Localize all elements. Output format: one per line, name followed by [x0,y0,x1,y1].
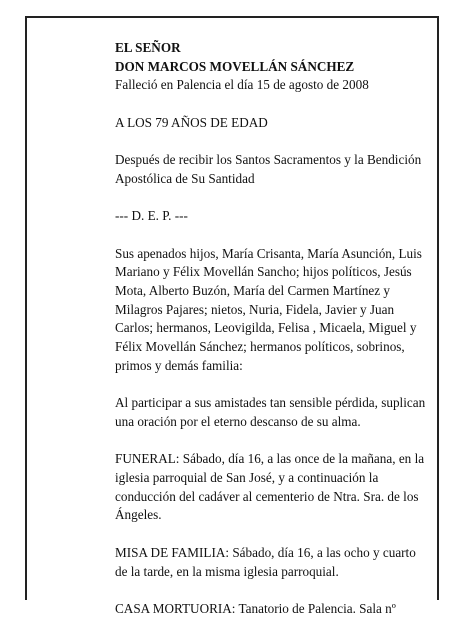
heading-title: EL SEÑOR [115,40,181,55]
prayer-request-paragraph: Al participar a sus amistades tan sensible pérdida, suplican una oración por el eterno descanso de su alma. [115,395,426,429]
family-paragraph: Sus apenados hijos, María Crisanta, María Asunción, Luis Mariano y Félix Movellán Sancho; hijos políticos, Jesús Mota, Alberto Buzón, María del Carmen Martínez y Milagros Pajares; nietos, Nuria, Fidela, Javier y Juan Carlos; hermanos, Leovigilda, Felisa , Micaela, Miguel y Félix Movellán Sánchez; hermanos políticos, sobrinos, primos y demás familia: [115,245,422,373]
notice-header [115,39,427,95]
family-mass-paragraph: MISA DE FAMILIA: Sábado, día 16, a las ocho y cuarto de la tarde, en la misma iglesia parroquial. [115,544,416,579]
rip-line: --- D. E. P. --- [115,208,188,224]
death-date-line: Falleció en Palencia el día 15 de agosto de 2008 [115,77,369,93]
age-line: A LOS 79 AÑOS DE EDAD [115,114,268,130]
sacraments-paragraph: Después de recibir los Santos Sacramentos y la Bendición Apostólica de Su Santidad [115,152,422,186]
obituary-notice [115,39,427,637]
funeral-paragraph: FUNERAL: Sábado, día 16, a las once de la mañana, en la iglesia parroquial de San José, y a continuación la conducción del cadáver al cementerio de Ntra. Sra. de los Ángeles. [115,451,425,523]
deceased-name: DON MARCOS MOVELLÁN SÁNCHEZ [115,58,355,74]
mortuary-paragraph: CASA MORTUORIA: Tanatorio de Palencia. Sala nº [115,600,396,616]
